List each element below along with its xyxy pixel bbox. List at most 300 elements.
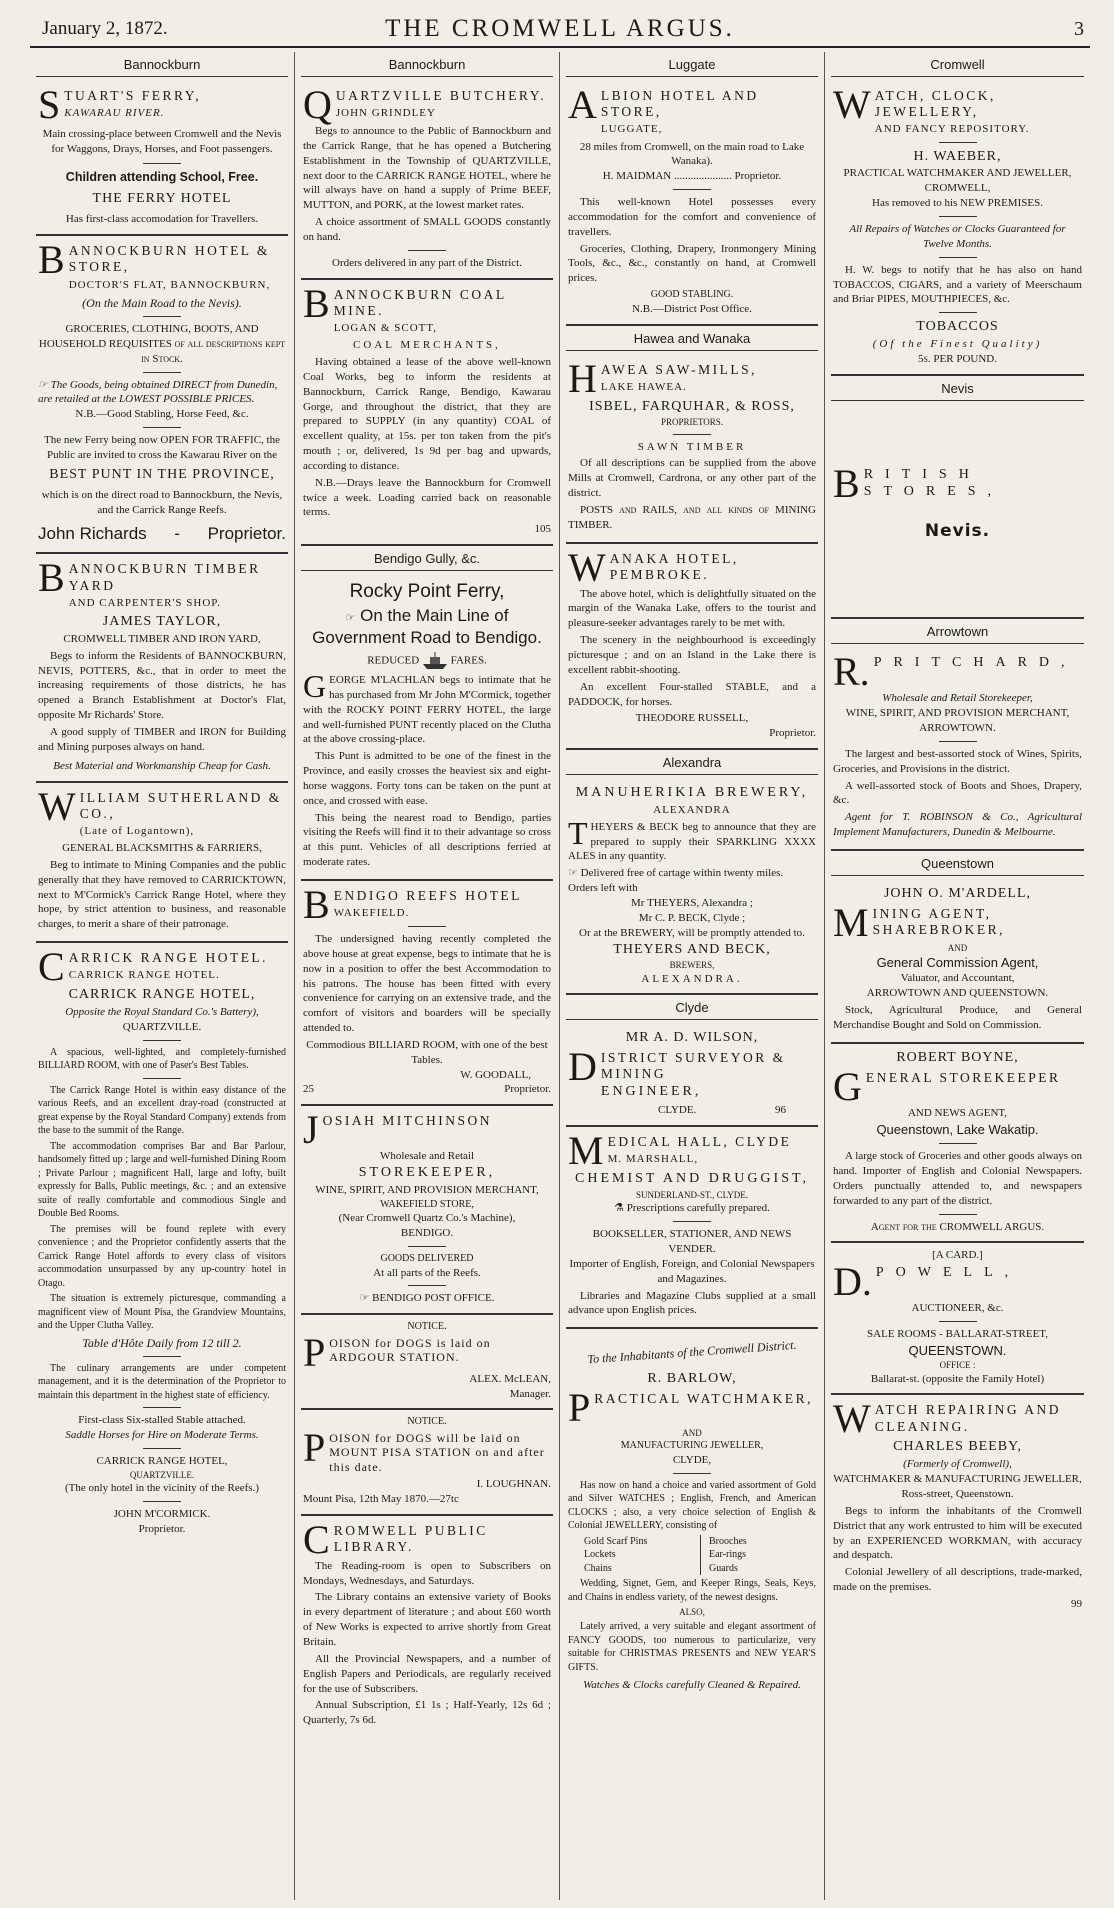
trade: STOREKEEPER,	[358, 1165, 496, 1181]
divider	[143, 427, 181, 428]
body: Begs to inform the Residents of BANNOCKBURN, NEVIS, POTTERS, &c., that in order to meet the increasing requirements of those districts, he has opened a Branch Establishment at Doctor's Flat, opposite Mr Richards' Store.	[38, 649, 286, 722]
body	[568, 814, 816, 865]
town: QUARTZVILLE.	[122, 1020, 202, 1033]
divider	[408, 1246, 446, 1247]
address: Ross-street, Queenstown.	[901, 1488, 1014, 1500]
owner: John Richards	[38, 524, 147, 544]
drop-cap: A	[568, 82, 597, 127]
location: 28 miles from Cromwell, on the main road to Lake Wanaka).	[579, 140, 805, 168]
ad-heading	[38, 237, 286, 292]
proprietor-name: JOHN GRINDLEY	[335, 107, 436, 120]
place: CLYDE,	[672, 1453, 712, 1466]
heading-text: INING AGENT, SHAREBROKER,	[872, 905, 1005, 937]
body: Has first-class accomodation for Travellers.	[65, 213, 259, 226]
ad-pritchard	[831, 648, 1084, 851]
column-2	[295, 52, 560, 1900]
heading-text: ANNOCKBURN TIMBER YARD	[68, 561, 261, 593]
role: Proprietor.	[769, 727, 816, 740]
boots: A well-assorted stock of Boots and Shoes, Drapery, &c.	[833, 779, 1082, 807]
signature-town: QUARTZVILLE.	[129, 1469, 195, 1480]
ad-heading	[303, 1424, 551, 1474]
signature: I. LOUGHNAN.	[476, 1478, 551, 1491]
heading-text: TUART'S FERRY,	[64, 88, 202, 103]
drop-cap: C	[303, 1516, 330, 1562]
motto: Watches & Clocks carefully Cleaned & Repaired.	[583, 1679, 801, 1692]
intro	[303, 668, 551, 747]
near: (Near Cromwell Quartz Co.'s Machine),	[338, 1212, 516, 1225]
bookseller: BOOKSELLER, STATIONER, AND NEWS VENDER.	[592, 1228, 792, 1256]
ad-heading	[833, 1259, 1082, 1305]
ad-public-library	[301, 1516, 553, 1737]
place-row	[568, 1103, 816, 1118]
section-heading: Arrowtown	[831, 619, 1084, 644]
sale-rooms: SALE ROOMS - BALLARAT-STREET,	[867, 1328, 1048, 1341]
groceries: Groceries, Clothing, Drapery, Ironmongery Mining Tools, &c., &c., constantly on hand, at Cromwell prices.	[568, 242, 816, 285]
fares: FARES.	[450, 654, 487, 667]
heading-text: ATCH, CLOCK, JEWELLERY,	[874, 88, 996, 120]
nb: N.B.—Good Stabling, Horse Feed, &c.	[75, 408, 249, 421]
town: BENDIGO.	[400, 1227, 454, 1240]
curved-heading: To the Inhabitants of the Cromwell District.	[587, 1337, 797, 1367]
divider	[939, 741, 977, 742]
body: Begs to announce to the Public of Bannockburn and the Carrick Range, that he has opened a Butchering Establishment in the Township of QUARTZVILLE, next door to the CARRICK RANGE HOTEL, where he will always have on hand a supply of Prime BEEF, MUTTON, and PORK, at the lowest market rates.	[303, 125, 551, 212]
best-punt: BEST PUNT IN THE PROVINCE,	[49, 466, 275, 482]
ad-coal-mine	[301, 280, 553, 547]
post-office-text: BENDIGO POST OFFICE.	[372, 1292, 495, 1305]
intro-text: EORGE M'LACHLAN begs to intimate that he has purchased from Mr John M'Cormick, together with the ROCKY POINT FERRY HOTEL, the large and well-furnished PUNT recently placed on the Clutha at the above crossing-place.	[303, 674, 551, 746]
drop-cap: B	[38, 237, 65, 283]
ad-heading	[833, 460, 1082, 506]
note-text: The Goods, being obtained DIRECT from Dunedin, are retailed at the LOWEST POSSIBLE PRICES.	[38, 378, 278, 406]
body: Stock, Agricultural Produce, and General Merchandise Bought and Sold on Commission.	[833, 1004, 1082, 1032]
ad-hawea-saw-mills	[566, 355, 818, 544]
drop-cap: D	[568, 1044, 597, 1090]
store-name: WAKEFIELD STORE,	[380, 1198, 474, 1210]
delivery	[568, 866, 816, 881]
signature: W. GOODALL,	[460, 1068, 531, 1081]
heading-text: POWELL,	[875, 1265, 1021, 1281]
orders: Orders left with	[568, 882, 638, 895]
order-3: Or at the BREWERY, will be promptly attended to.	[579, 926, 805, 939]
drop-cap: P	[303, 1424, 326, 1470]
para-2: The scenery in the neighbourhood is exceedingly picturesque ; and on an Island in the Lake there is excellent rabbit-shooting.	[568, 634, 816, 676]
list-item: Guards	[709, 1562, 738, 1574]
body: Main crossing-place between Cromwell and the Nevis for Waggons, Drays, Horses, and Foot passengers.	[42, 128, 282, 155]
address: SUNDERLAND-ST., CLYDE.	[636, 1190, 748, 1201]
importer: Importer of English, Foreign, and Colonial Newspapers and Magazines.	[569, 1257, 815, 1285]
para-1: The Reading-room is open to Subscribers on Mondays, Wednesdays, and Saturdays.	[303, 1559, 551, 1587]
divider	[143, 1078, 181, 1079]
ad-wilson-surveyor	[566, 1024, 818, 1127]
list-item: Lockets	[584, 1549, 616, 1561]
sign-row	[303, 1082, 551, 1097]
drop-cap: J	[303, 1107, 319, 1153]
list-item: Gold Scarf Pins	[584, 1535, 648, 1547]
body: Beg to intimate to Mining Companies and the public generally that they have removed to CARRICKTOWN, next to M'Cormick's Carrick Range Hotel, where they hope, by strict attention to business, and reasonable charges, to merit a share of their patronage.	[38, 858, 286, 931]
divider	[673, 1473, 711, 1474]
heading-text: ARRICK RANGE HOTEL.	[68, 950, 269, 966]
divider	[143, 372, 181, 373]
address: Ballarat-st. (opposite the Family Hotel)	[870, 1372, 1045, 1385]
reduced: REDUCED	[367, 654, 420, 667]
name: CHARLES BEEBY,	[893, 1439, 1022, 1455]
place: WAKEFIELD.	[333, 907, 410, 920]
commission-agent: General Commission Agent,	[876, 954, 1039, 970]
ad-heading	[833, 1063, 1082, 1109]
repairs: All Repairs of Watches or Clocks Guaranteed for Twelve Months.	[849, 222, 1066, 250]
divider	[143, 1448, 181, 1449]
ad-heading	[833, 1396, 1082, 1442]
saddle-horses: Saddle Horses for Hire on Moderate Terms.	[65, 1429, 259, 1442]
tobaccos: TOBACCOS	[916, 319, 999, 335]
ad-heading	[833, 82, 1082, 137]
billiard: Commodious BILLIARD ROOM, with one of the best Tables.	[306, 1038, 548, 1066]
ad-heading	[568, 544, 816, 590]
para-4: Annual Subscription, £1 1s ; Half-Yearly, 12s 6d ; Quarterly, 7s 6d.	[303, 1699, 551, 1727]
sub: AUCTIONEER, &c.	[911, 1302, 1004, 1315]
drop-cap: C	[38, 944, 65, 990]
heading-text: RACTICAL WATCHMAKER,	[594, 1391, 814, 1407]
page-number: 3	[1074, 18, 1084, 40]
section-heading: Nevis	[831, 376, 1084, 401]
para-2: This being the nearest road to Bendigo, parties visiting the Reefs will find it to their advantage so cross at this punt. Vehicles of all descriptions ferried at moderate rates.	[303, 811, 551, 869]
posts: POSTS and RAILS, and all kinds of MINING TIMBER.	[568, 503, 816, 531]
proprietors-label: PROPRIETORS.	[660, 417, 724, 428]
sub-heading: Wholesale and Retail Storekeeper,	[882, 692, 1033, 705]
heading-text: OSIAH MITCHINSON	[322, 1113, 492, 1129]
jewellery-list	[568, 1535, 816, 1576]
pointing-hand-icon: ☞	[568, 867, 578, 880]
section-heading: Queenstown	[831, 851, 1084, 876]
office: OFFICE :	[939, 1360, 976, 1371]
section-heading: Bendigo Gully, &c.	[301, 546, 553, 571]
heading-text: ANAKA HOTEL, PEMBROKE.	[609, 550, 739, 582]
list-item: Brooches	[709, 1535, 747, 1547]
ad-heading	[568, 355, 816, 401]
section-heading: Clyde	[566, 995, 818, 1020]
signature-3: ALEXANDRA.	[641, 972, 743, 985]
drop-cap: G	[833, 1063, 862, 1109]
ad-boyne	[831, 1044, 1084, 1244]
divider	[143, 163, 181, 164]
heading-text: ISTRICT SURVEYOR & MINING	[600, 1050, 786, 1082]
list-left	[584, 1535, 700, 1576]
list-right	[700, 1535, 816, 1576]
signature: THEODORE RUSSELL,	[635, 712, 749, 725]
divider	[673, 1221, 711, 1222]
town: QUEENSTOWN.	[908, 1342, 1007, 1358]
place: DOCTOR'S FLAT, BANNOCKBURN,	[68, 278, 271, 291]
sub: AND NEWS AGENT,	[907, 1106, 1008, 1119]
agent: Agent for the CROMWELL ARGUS.	[870, 1220, 1045, 1233]
orders: Orders delivered in any part of the District.	[332, 256, 522, 269]
para-1: This Punt is admitted to be one of the finest in the Province, and easily crosses the heaviest six and eight-horse waggons. Forty tons can be taken on the punt at once, and crossed with ease.	[303, 750, 551, 807]
place: CLYDE.	[658, 1104, 697, 1117]
prescriptions	[568, 1201, 816, 1216]
heading-text: EDICAL HALL, CLYDE	[607, 1134, 792, 1150]
ad-notice-ardgour	[301, 1315, 553, 1410]
stable: First-class Six-stalled Stable attached.	[78, 1414, 246, 1427]
town: ARROWTOWN AND QUEENSTOWN.	[866, 987, 1049, 1000]
column-1	[30, 52, 295, 1900]
name: MR A. D. WILSON,	[625, 1030, 759, 1046]
libraries: Libraries and Magazine Clubs supplied at a small advance upon English prices.	[568, 1289, 816, 1317]
divider	[143, 1356, 181, 1357]
formerly: (Formerly of Cromwell),	[903, 1458, 1012, 1471]
pointing-hand-icon: ☞	[359, 1292, 370, 1305]
drop-cap: S	[38, 82, 61, 127]
name: JOHN O. M'ARDELL,	[883, 885, 1032, 901]
heading-text: ATCH REPAIRING AND CLEANING.	[874, 1402, 1062, 1434]
date: Mount Pisa, 12th May 1870.—27tc	[303, 1492, 459, 1505]
goods-delivered: GOODS DELIVERED	[380, 1253, 474, 1265]
place: ALEXANDRA	[653, 803, 731, 816]
divider	[939, 1321, 977, 1322]
para-1: A spacious, well-lighted, and completely-furnished BILLIARD ROOM, with one of Paser's Best Tables.	[38, 1046, 286, 1072]
body: The undersigned having recently completed the above house at great expense, begs to intimate that he is now in a position to offer the best Accommodation to his patrons. The house has been fitted with every convenience for carrying on an extensive trade, and the comfort of visitors and boarders will be specially attended to.	[303, 932, 551, 1035]
divider	[939, 1214, 977, 1215]
trade: CHEMIST AND DRUGGIST,	[575, 1171, 809, 1187]
and: AND	[682, 1428, 702, 1439]
ferry-boat-icon	[422, 652, 448, 670]
heading-text: ENERAL STOREKEEPER	[865, 1069, 1061, 1085]
ad-carrick-range-hotel	[36, 943, 288, 1543]
para-2: The Carrick Range Hotel is within easy distance of the various Reefs, and an excellent dray-road (constructed at great expense by the Royal Standard Company) extends from the base to the summit of the Range.	[38, 1084, 286, 1137]
body-text: HEYERS & BECK beg to announce that they are prepared to supply their SPARKLING XXXX ALES in any quantity.	[568, 820, 816, 863]
small-goods: A choice assortment of SMALL GOODS constantly on hand.	[303, 216, 551, 243]
trade: PRACTICAL WATCHMAKER AND JEWELLER,	[843, 167, 1072, 180]
body: The largest and best-assorted stock of Wines, Spirits, Groceries, and Provisions in the district.	[833, 747, 1082, 775]
ad-heading	[568, 1128, 816, 1174]
proprietor-name: M. MARSHALL,	[607, 1153, 699, 1166]
heading-text: OISON for DOGS will be laid on MOUNT PISA STATION on and after this date.	[329, 1430, 545, 1474]
sub-heading: (Late of Logantown),	[79, 824, 195, 837]
masthead	[30, 12, 1090, 48]
town: Queenstown, Lake Wakatip.	[876, 1121, 1039, 1137]
tagline-text: On the Main Line of Government Road to Bendigo.	[312, 605, 542, 647]
heading-text: ROMWELL PUBLIC LIBRARY.	[333, 1522, 488, 1554]
moved: Has removed to his NEW PREMISES.	[872, 197, 1043, 210]
ad-heading	[38, 555, 286, 610]
hotel-name: CARRICK RANGE HOTEL,	[68, 987, 256, 1003]
drop-cap: W	[38, 783, 76, 829]
pointing-hand-icon: ☞	[38, 378, 48, 391]
drop-cap: Q	[303, 82, 332, 127]
ad-heading	[568, 1044, 816, 1100]
divider	[143, 1501, 181, 1502]
place: LUGGATE,	[600, 123, 663, 136]
heading-text-2: ENGINEER,	[600, 1083, 702, 1099]
newspaper-page	[30, 52, 1090, 1900]
ad-manuherikia-brewery	[566, 779, 818, 995]
heading-text: AWEA SAW-MILLS,	[600, 361, 757, 377]
para-2: The Library contains an extensive variety of Books in every department of literature ; and about £60 worth of New Works is expected to arrive shortly from Great Britain.	[303, 1591, 551, 1648]
section-heading: Bannockburn	[301, 52, 553, 77]
drop-cap: R.	[833, 649, 870, 695]
divider	[673, 434, 711, 435]
issue-date: January 2, 1872.	[42, 18, 168, 39]
nb: N.B.—District Post Office.	[632, 302, 752, 315]
body: Begs to inform the inhabitants of the Cromwell District that any work entrusted to him will be executed by an EXPERIENCED WORKMAN, with accuracy and despatch.	[833, 1504, 1082, 1562]
ref-number: 25	[303, 1083, 314, 1096]
fancy-goods: Lately arrived, a very suitable and elegant assortment of FANCY GOODS, too numerous to particularize, very suitable for CHRISTMAS PRESENTS and NEW YEAR'S GIFTS.	[568, 1621, 816, 1673]
ad-albion-hotel	[566, 81, 818, 326]
proprietor: H. MAIDMAN ..................... Proprietor.	[602, 170, 782, 183]
colonial: Colonial Jewellery of all descriptions, trade-marked, made on the premises.	[833, 1566, 1082, 1594]
place: Nevis.	[924, 521, 991, 542]
ref-number: 96	[775, 1104, 786, 1117]
ad-heading	[303, 1329, 551, 1375]
proprietors: ISBEL, FARQUHAR, & ROSS,	[589, 398, 795, 414]
ad-beeby	[831, 1395, 1084, 1618]
drop-cap: B	[303, 280, 330, 326]
name: R. BARLOW,	[647, 1371, 737, 1387]
divider	[673, 189, 711, 190]
stabling: GOOD STABLING.	[650, 289, 734, 301]
more: Wedding, Signet, Gem, and Keeper Rings, Seals, Keys, and Chains in endless variety, of the newest designs.	[568, 1578, 816, 1603]
heading-text: RITISH STORES,	[863, 466, 1004, 499]
notice: Children attending School, Free.	[65, 169, 259, 184]
ad-barlow-watchmaker	[566, 1329, 818, 1700]
divider	[143, 1407, 181, 1408]
heading-text: ANNOCKBURN HOTEL & STORE,	[68, 243, 270, 275]
quality: (Of the Finest Quality)	[872, 338, 1043, 351]
para-3: The accommodation comprises Bar and Bar Parlour, handsomely fitted up ; large and well-furnished Dining Room ; Private Parlour ; magnificent Hall, large and lofty, built expressly for Balls, Public meetings, &c. ; and an extensive suite of really comfortable and commodious Single and Double Bed Rooms.	[38, 1140, 286, 1220]
para-4: The premises will be found replete with every convenience ; and the Proprietor confidently asserts that the Carrick Range Hotel affords to every class of visitors accommodation unsurpassed by any up-country hotel in Otago.	[38, 1223, 286, 1289]
sub-heading: AND CARPENTER'S SHOP.	[68, 596, 221, 609]
body: Having obtained a lease of the above well-known Coal Works, beg to inform the residents at Bannockburn, Carrick Range, Bendigo, Kawarau Gorge, and throughout the district, that they are prepared to SUPPLY (in any quantity) COAL of excellent quality, at 15s. per ton taken from the pit's mouth ; or, delivered, 1s 9d per bag and upwards, according to distance.	[303, 356, 551, 472]
para-5: The situation is extremely picturesque, commanding a magnificent view of Mount Pisa, the Grandview Mountains, and the Upper Clutha Valley.	[38, 1293, 286, 1332]
card: [A CARD.]	[932, 1249, 983, 1262]
drop-cap: G	[303, 668, 327, 704]
ad-stuarts-ferry	[36, 81, 288, 236]
ad-heading	[833, 899, 1082, 945]
section-heading: Luggate	[566, 52, 818, 77]
para-3: All the Provincial Newspapers, and a number of English Papers and Periodicals, are regularly received for the use of Subscribers.	[303, 1652, 551, 1695]
para-6: The culinary arrangements are under competent management, and it is the determination of the Proprietor to maintain this department in the highest state of efficiency.	[38, 1362, 286, 1401]
divider	[143, 1040, 181, 1041]
divider	[408, 1285, 446, 1286]
divider	[143, 316, 181, 317]
section-heading: Alexandra	[566, 750, 818, 775]
road: (On the Main Road to the Nevis).	[82, 295, 242, 310]
also: H. W. begs to notify that he has also on hand TOBACCOS, CIGARS, and a variety of Meerschaum and Briar PIPES, MOUTHPIECES, &c.	[833, 263, 1082, 306]
trade: WINE, SPIRIT, AND PROVISION MERCHANT,	[845, 707, 1070, 720]
ad-title: Rocky Point Ferry,	[349, 581, 505, 603]
ad-heading	[568, 82, 816, 137]
sub: Valuator, and Accountant,	[900, 972, 1015, 985]
supply: A good supply of TIMBER and IRON for Building and Mining purposes always on hand.	[38, 725, 286, 753]
ad-heading	[38, 82, 286, 127]
newspaper-title: THE CROMWELL ARGUS.	[385, 15, 735, 42]
drop-cap: W	[568, 544, 606, 590]
reefs: At all parts of the Reefs.	[373, 1266, 481, 1279]
place: KAWARAU RIVER.	[64, 107, 165, 120]
heading-text: PRITCHARD,	[873, 655, 1077, 671]
trade-2: WINE, SPIRIT, AND PROVISION MERCHANT,	[315, 1183, 539, 1196]
fares-line	[303, 652, 551, 670]
signature-2: BREWERS,	[669, 960, 715, 971]
delivery-text: Delivered free of cartage within twenty miles.	[580, 867, 784, 880]
ad-powell	[831, 1243, 1084, 1395]
para-3: An excellent Four-stalled STABLE, and a PADDOCK, for horses.	[568, 680, 816, 708]
ad-waeber	[831, 81, 1084, 376]
sawn-timber: SAWN TIMBER	[637, 440, 747, 453]
sub-heading: COAL MERCHANTS,	[353, 339, 501, 352]
divider	[939, 1143, 977, 1144]
table-dhote: Table d'Hôte Daily from 12 till 2.	[82, 1335, 242, 1350]
name: H. WAEBER,	[913, 148, 1002, 164]
divider	[408, 926, 446, 927]
ad-heading	[38, 783, 286, 839]
heading-text: ENDIGO REEFS HOTEL	[333, 887, 522, 903]
ad-heading	[303, 1107, 551, 1153]
nb: N.B.—Drays leave the Bannockburn for Cromwell twice a week. Loading carried back on reasonable terms.	[303, 476, 551, 519]
heading-text: UARTZVILLE BUTCHERY.	[335, 88, 547, 103]
ad-medical-hall	[566, 1127, 818, 1329]
punt-text-2: which is on the direct road to Bannockburn, the Nevis, and the Carrick Range Reefs.	[41, 488, 283, 516]
hotel-name: THE FERRY HOTEL	[92, 190, 232, 206]
sub-heading: CARRICK RANGE HOTEL.	[68, 969, 220, 982]
post-office	[303, 1291, 551, 1306]
sub: Wholesale and Retail	[379, 1150, 475, 1163]
proprietor-role: Proprietor.	[138, 1522, 186, 1535]
notice-label: NOTICE.	[407, 1321, 447, 1333]
ad-heading	[303, 881, 551, 927]
column-4	[825, 52, 1090, 1900]
place: LAKE HAWEA.	[600, 380, 687, 393]
punt-text: The new Ferry being now OPEN FOR TRAFFIC, the Public are invited to cross the Kawarau River on the	[44, 434, 280, 461]
ad-heading	[568, 1385, 816, 1431]
heading-text: ILLIAM SUTHERLAND & CO.,	[79, 789, 282, 821]
ad-quartzville-butchery	[301, 81, 553, 280]
body: This well-known Hotel possesses every accommodation for the comfort and convenience of travellers.	[568, 196, 816, 238]
list-item: Chains	[584, 1562, 612, 1574]
signature-note: (The only hotel in the vicinity of the Reefs.)	[65, 1482, 259, 1495]
also: ALSO,	[679, 1607, 705, 1618]
role: Proprietor.	[504, 1083, 551, 1096]
ref-number: 99	[1071, 1597, 1082, 1610]
goods: GROCERIES, CLOTHING, BOOTS, AND HOUSEHOLD REQUISITES of all descriptions kept in Stock.	[38, 323, 286, 365]
drop-cap: B	[38, 555, 65, 601]
section-heading: Bannockburn	[36, 52, 288, 77]
drop-cap: M	[833, 899, 869, 945]
name: ROBERT BOYNE,	[896, 1049, 1019, 1065]
ad-heading	[303, 280, 551, 336]
ref-number: 105	[534, 523, 551, 536]
agent: Agent for T. ROBINSON & Co., Agricultural Implement Manufacturers, Dunedin & Melbourne.	[833, 811, 1082, 839]
list-item: Ear-rings	[709, 1549, 747, 1561]
role: Manager.	[509, 1387, 551, 1400]
ad-heading	[303, 82, 551, 127]
signature: CARRICK RANGE HOTEL,	[96, 1455, 228, 1468]
proprietor-name: JAMES TAYLOR,	[102, 614, 222, 630]
notice-label: NOTICE.	[407, 1416, 447, 1428]
trade: WATCHMAKER & MANUFACTURING JEWELLER,	[833, 1473, 1082, 1486]
para-1: The above hotel, which is delightfully situated on the margin of the Wanaka Lake, offers to the tourist and pleasure-seeker advantages rarely to be met with.	[568, 587, 816, 630]
and: AND	[947, 942, 968, 953]
sub-heading: MANUFACTURING JEWELLER,	[620, 1440, 764, 1452]
section-heading: Hawea and Wanaka	[566, 326, 818, 351]
ad-heading	[38, 944, 286, 990]
drop-cap: D.	[833, 1259, 872, 1305]
drop-cap: P	[568, 1385, 591, 1431]
drop-cap: B	[833, 460, 860, 506]
ad-bannockburn-hotel	[36, 236, 288, 554]
price: 5s. PER POUND.	[917, 352, 998, 365]
proprietor-name: LOGAN & SCOTT,	[333, 321, 438, 334]
ad-timber-yard	[36, 554, 288, 782]
